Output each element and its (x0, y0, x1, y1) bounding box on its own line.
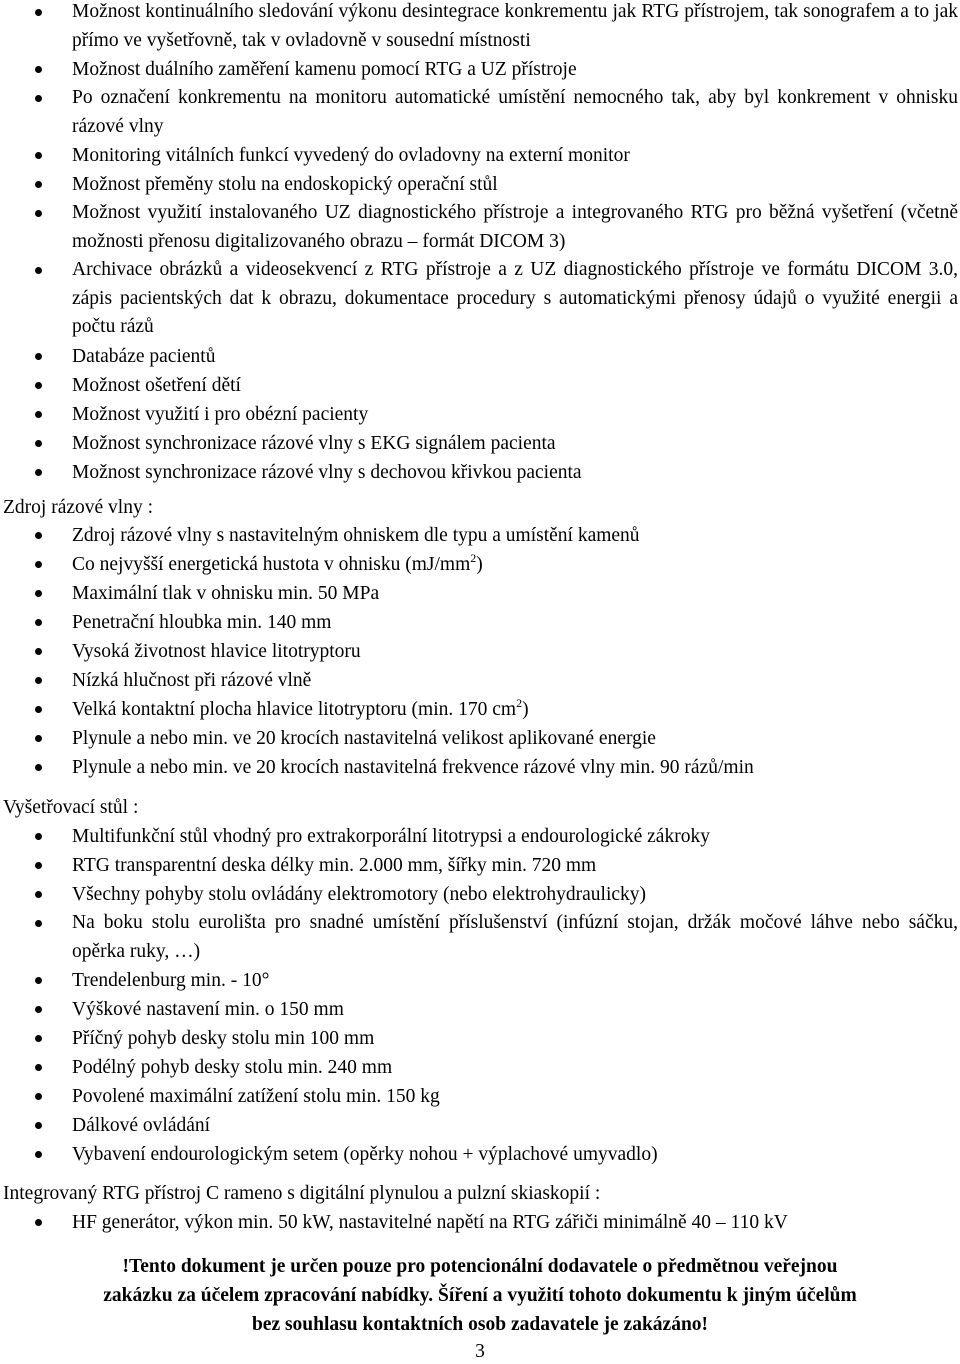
superscript: 2 (516, 696, 523, 710)
list-item: Možnost přeměny stolu na endoskopický operační stůl (72, 170, 958, 199)
list-item: Dálkové ovládání (72, 1111, 958, 1140)
list-item: Všechny pohyby stolu ovládány elektromotory (nebo elektrohydraulicky) (72, 880, 958, 909)
list-item: Možnost synchronizace rázové vlny s dechovou křivkou pacienta (72, 458, 958, 487)
list-item: RTG transparentní deska délky min. 2.000 mm, šířky min. 720 mm (72, 851, 958, 880)
warning-line: bez souhlasu kontaktních osob zadavatele je zakázáno! (251, 1314, 709, 1335)
list-item: Na boku stolu eurolišta pro snadné umístění příslušenství (infúzní stojan, držák močové láhve nebo sáčku, opěrka ruky, …) (72, 909, 958, 966)
list-item: Vysoká životnost hlavice litotryptoru (72, 637, 958, 666)
list-item: Databáze pacientů (72, 342, 958, 371)
feature-list (72, 0, 958, 487)
list-item: Po označení konkrementu na monitoru automatické umístění nemocného tak, aby byl konkrement v ohnisku rázové vlny (72, 84, 958, 141)
list-item: Multifunkční stůl vhodný pro extrakorporální litotrypsi a endourologické zákroky (72, 822, 958, 851)
list-item: Povolené maximální zatížení stolu min. 150 kg (72, 1082, 958, 1111)
closing-paren: ) (476, 554, 483, 575)
list-item: Možnost využití i pro obézní pacienty (72, 400, 958, 429)
confidentiality-warning (0, 1252, 960, 1339)
list-item: Možnost kontinuálního sledování výkonu desintegrace konkrementu jak RTG přístrojem, tak sonografem a to jak přímo ve vyšetřovně, tak v ovladovně v sousední místnosti (72, 0, 958, 55)
list-item: Možnost synchronizace rázové vlny s EKG signálem pacienta (72, 429, 958, 458)
examination-table-list (72, 822, 958, 1169)
list-item: Příčný pohyb desky stolu min 100 mm (72, 1024, 958, 1053)
section-heading-xray-device: Integrovaný RTG přístroj C rameno s digitální plynulou a pulzní skiaskopií : (3, 1183, 601, 1204)
list-item-text: Velká kontaktní plocha hlavice litotryptoru (min. 170 cm (72, 699, 517, 720)
list-item: HF generátor, výkon min. 50 kW, nastavitelné napětí na RTG zářiči minimálně 40 – 110 kV (72, 1208, 958, 1237)
warning-line: zakázku za účelem zpracování nabídky. Šíření a využití tohoto dokumentu k jiným účelům (103, 1285, 857, 1306)
list-item (72, 550, 958, 579)
list-item: Monitoring vitálních funkcí vyvedený do ovladovny na externí monitor (72, 141, 958, 170)
warning-line: !Tento dokument je určen pouze pro potencionální dodavatele o předmětnou veřejnou (122, 1256, 838, 1277)
list-item: Podélný pohyb desky stolu min. 240 mm (72, 1053, 958, 1082)
list-item: Zdroj rázové vlny s nastavitelným ohniskem dle typu a umístění kamenů (72, 521, 958, 550)
list-item: Penetrační hloubka min. 140 mm (72, 608, 958, 637)
list-item: Možnost duálního zaměření kamenu pomocí RTG a UZ přístroje (72, 55, 958, 84)
list-item: Archivace obrázků a videosekvencí z RTG přístroje a z UZ diagnostického přístroje ve formátu DICOM 3.0, zápis pacientských dat k obrazu, dokumentace procedury s automatickými přenosy údajů o využité energii a počtu rázů (72, 256, 958, 342)
page-number: 3 (475, 1341, 485, 1362)
list-item: Plynule a nebo min. ve 20 krocích nastavitelná velikost aplikované energie (72, 724, 958, 753)
list-item: Plynule a nebo min. ve 20 krocích nastavitelná frekvence rázové vlny min. 90 rázů/min (72, 753, 958, 782)
list-item: Trendelenburg min. - 10° (72, 966, 958, 995)
list-item: Možnost ošetření dětí (72, 371, 958, 400)
list-item: Možnost využití instalovaného UZ diagnostického přístroje a integrovaného RTG pro běžná vyšetření (včetně možnosti přenosu digitalizovaného obrazu – formát DICOM 3) (72, 199, 958, 256)
xray-device-list (72, 1208, 958, 1237)
shockwave-source-list (72, 521, 958, 782)
section-heading-examination-table: Vyšetřovací stůl : (3, 797, 139, 818)
closing-paren: ) (522, 699, 529, 720)
list-item: Výškové nastavení min. o 150 mm (72, 995, 958, 1024)
list-item: Vybavení endourologickým setem (opěrky nohou + výplachové umyvadlo) (72, 1140, 958, 1169)
list-item-text: Co nejvyšší energetická hustota v ohnisku (mJ/mm (72, 554, 471, 575)
superscript: 2 (470, 551, 477, 565)
section-heading-shockwave-source: Zdroj rázové vlny : (3, 497, 153, 518)
list-item (72, 695, 958, 724)
list-item: Maximální tlak v ohnisku min. 50 MPa (72, 579, 958, 608)
list-item: Nízká hlučnost při rázové vlně (72, 666, 958, 695)
